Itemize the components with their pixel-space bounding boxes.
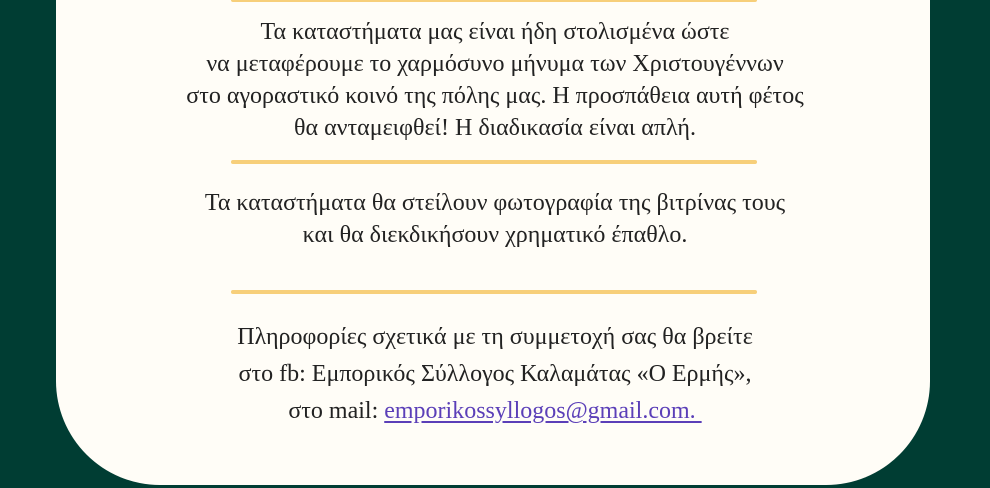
mail-prefix: στο mail: (288, 398, 385, 424)
contact-paragraph (0, 319, 990, 430)
intro-line: να μεταφέρουμε το χαρμόσυνο μήνυμα των Χριστουγέννων (206, 51, 784, 77)
divider-bottom (231, 290, 757, 294)
intro-line: θα ανταμειφθεί! Η διαδικασία είναι απλή. (294, 115, 696, 141)
intro-paragraph (0, 16, 990, 144)
process-paragraph (0, 187, 990, 251)
process-line: και θα διεκδικήσουν χρηματικό έπαθλο. (302, 222, 688, 248)
email-link[interactable]: emporikossyllogos@gmail.com. (384, 398, 702, 424)
process-line: Τα καταστήματα θα στείλουν φωτογραφία της βιτρίνας τους (204, 190, 786, 216)
contact-mail-line (0, 393, 990, 430)
divider-top (231, 0, 757, 2)
intro-line: στο αγοραστικό κοινό της πόλης μας. Η προσπάθεια αυτή φέτος (186, 83, 804, 109)
contact-info-line: Πληροφορίες σχετικά με τη συμμετοχή σας θα βρείτε (237, 324, 753, 350)
contact-facebook-line: στο fb: Εμπορικός Σύλλογος Καλαμάτας «Ο Ερμής», (238, 361, 752, 387)
intro-line: Τα καταστήματα μας είναι ήδη στολισμένα ώστε (260, 19, 730, 45)
divider-middle (231, 160, 757, 164)
